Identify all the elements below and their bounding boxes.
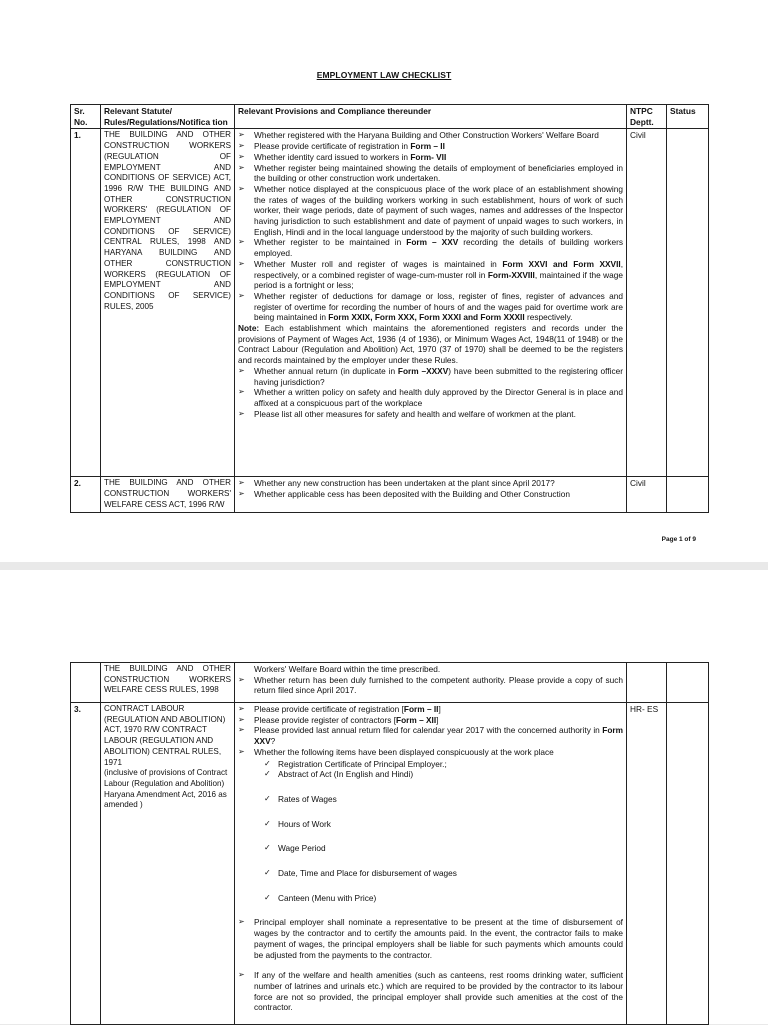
row-provisions: [235, 703, 627, 1025]
checklist-item: ✓ Date, Time and Place for disbursement of wages: [238, 868, 623, 879]
row-status: [667, 129, 709, 477]
header-status: Status: [667, 105, 709, 129]
row-statute: [101, 703, 235, 1025]
continued-text: Workers' Welfare Board within the time prescribed.: [254, 664, 441, 674]
list-item: ➢ Whether register being maintained showing the details of employment of beneficiaries employed in the building or other construction work undertaken.: [238, 163, 623, 184]
table-row: [71, 477, 709, 512]
note-paragraph: Note: Each establishment which maintains the aforementioned registers and records under the provisions of Payment of Wages Act, 1936 (4 of 1936), or Minimum Wages Act, 1948(11 of 1948) or the Contract Labour (Regulation and Abolition) Act, 1970 (37 of 1970) shall be deemed to be the registers and records maintained by the employer under these Rules.: [238, 323, 623, 366]
list-item: ➢ Please provide certificate of registration [Form – II]: [238, 704, 623, 715]
list-item: ➢ Whether register of deductions for damage or loss, register of fines, register of advances and register of overtime for recording the number of hours of and the wages paid for overtime work are being maintained in Form XXIX, Form XXX, Form XXXI and Form XXXII respectively.: [238, 291, 623, 323]
list-item: ➢ Whether register to be maintained in Form – XXV recording the details of building workers employed.: [238, 237, 623, 258]
row-provisions: [235, 129, 627, 477]
statute-title: CONTRACT LABOUR (REGULATION AND ABOLITION) ACT, 1970 R/W CONTRACT LABOUR (REGULATION AND ABOLITION) CENTRAL RULES, 1971: [104, 704, 226, 767]
checklist-item: ✓ Abstract of Act (In English and Hindi): [238, 769, 623, 780]
header-dept: NTPC Deptt.: [627, 105, 667, 129]
table-row: [71, 703, 709, 1025]
header-provisions: Relevant Provisions and Compliance thereunder: [235, 105, 627, 129]
list-item: ➢ Whether the following items have been displayed conspicuously at the work place: [238, 747, 623, 758]
row-dept: [627, 663, 667, 703]
checklist-item: ✓ Registration Certificate of Principal Employer.;: [238, 759, 623, 770]
table-header-row: [71, 105, 709, 129]
checklist-item: ✓ Rates of Wages: [238, 794, 623, 805]
table-row: [71, 129, 709, 477]
row-dept: Civil: [627, 477, 667, 512]
header-sr-no: Sr. No.: [71, 105, 101, 129]
list-item: ➢ Please provided last annual return filed for calendar year 2017 with the concerned authority in Form XXV?: [238, 725, 623, 746]
checklist-item: ✓ Canteen (Menu with Price): [238, 893, 623, 904]
row-statute: THE BUILDING AND OTHER CONSTRUCTION WORKERS (REGULATION OF EMPLOYMENT AND CONDITIONS OF SERVICE) ACT, 1996 R/W THE BUILDING AND OTHER CONSTRUCTION WORKERS' (REGULATION OF EMPLOYMENT AND CONDITIONS OF SERVICE) CENTRAL RULES, 1998 AND HARYANA BUILDING AND OTHER CONSTRUCTION WORKERS (REGULATION OF EMPLOYMENT AND CONDITIONS OF SERVICE) RULES, 2005: [101, 129, 235, 477]
list-item: ➢ Please provide certificate of registration in Form – II: [238, 141, 623, 152]
list-item: ➢ Please list all other measures for safety and health and welfare of workmen at the plant.: [238, 409, 623, 420]
list-item: ➢ Whether Muster roll and register of wages is maintained in Form XXVI and Form XXVII, respectively, or a combined register of wage-cum-muster roll in Form-XXVIII, maintained if the wage period is a fortnight or less;: [238, 259, 623, 291]
row-sr-no: 2.: [71, 477, 101, 512]
row-sr-no: [71, 663, 101, 703]
row-provisions: [235, 663, 627, 703]
document-title: EMPLOYMENT LAW CHECKLIST: [316, 70, 452, 80]
header-statute: Relevant Statute/ Rules/Regulations/Notifica tion: [101, 105, 235, 129]
list-item: ➢ If any of the welfare and health amenities (such as canteens, rest rooms drinking water, sufficient number of latrines and urinals etc.) which are required to be provided by the contractor to its labour force are not so provided, the principal employer shall provide such amenities at the cost of the contractor.: [238, 970, 623, 1013]
list-item: ➢ Whether return has been duly furnished to the competent authority. Please provide a copy of such return filed since April 2017.: [238, 675, 623, 696]
spacer: [238, 960, 623, 970]
list-item: ➢ Please provide register of contractors [Form – XII]: [238, 715, 623, 726]
row-dept: Civil: [627, 129, 667, 477]
row-sr-no: 3.: [71, 703, 101, 1025]
row-status: [667, 703, 709, 1025]
list-item: ➢ Whether identity card issued to workers in Form- VII: [238, 152, 623, 163]
table-row: [71, 663, 709, 703]
list-item: ➢ Whether registered with the Haryana Building and Other Construction Workers' Welfare Board: [238, 130, 623, 141]
list-item: ➢ Principal employer shall nominate a representative to be present at the time of disbursement of wages by the contractor and to certify the amounts paid. In the event, the contractor fails to make payment of wages, the principal employers shall be liable for such payments which amounts could be adjusted from the payments to the contractor.: [238, 917, 623, 960]
row-status: [667, 477, 709, 512]
checklist-table-continued: [70, 662, 709, 1025]
row-statute: THE BUILDING AND OTHER CONSTRUCTION WORKERS WELFARE CESS RULES, 1998: [101, 663, 235, 703]
row-dept: HR- ES: [627, 703, 667, 1025]
page-footer: Page 1 of 9: [661, 536, 696, 543]
list-item: ➢ Whether annual return (in duplicate in Form –XXXV) have been submitted to the registering officer having jurisdiction?: [238, 366, 623, 387]
checklist-item: ✓ Hours of Work: [238, 819, 623, 830]
list-item: ➢ Whether a written policy on safety and health duly approved by the Director General is in place and affixed at a conspicuous part of the workplace: [238, 387, 623, 408]
row-sr-no: 1.: [71, 129, 101, 477]
row-status: [667, 663, 709, 703]
checklist-item: ✓ Wage Period: [238, 843, 623, 854]
row-statute: THE BUILDING AND OTHER CONSTRUCTION WORKERS' WELFARE CESS ACT, 1996 R/W: [101, 477, 235, 512]
display-items-list: [238, 759, 623, 904]
checklist-table: [70, 104, 709, 513]
list-item: ➢ Whether any new construction has been undertaken at the plant since April 2017?: [238, 478, 623, 489]
list-item: ➢ Whether applicable cess has been deposited with the Building and Other Construction: [238, 489, 623, 500]
list-item: ➢ Whether notice displayed at the conspicuous place of the work place of an establishment showing the rates of wages of the building workers working in such establishment, hours of work of such worker, their wage periods, date of payment of such wages, names and addresses of the Inspector having jurisdiction to such establishment and date of payment of unpaid wages to such workers, in English, Hindi and in the local language understood by the majority of such building workers.: [238, 184, 623, 238]
statute-note: (inclusive of provisions of Contract Labour (Regulation and Abolition) Haryana Amendment Act, 2016 as amended ): [104, 768, 228, 810]
row-provisions: [235, 477, 627, 512]
